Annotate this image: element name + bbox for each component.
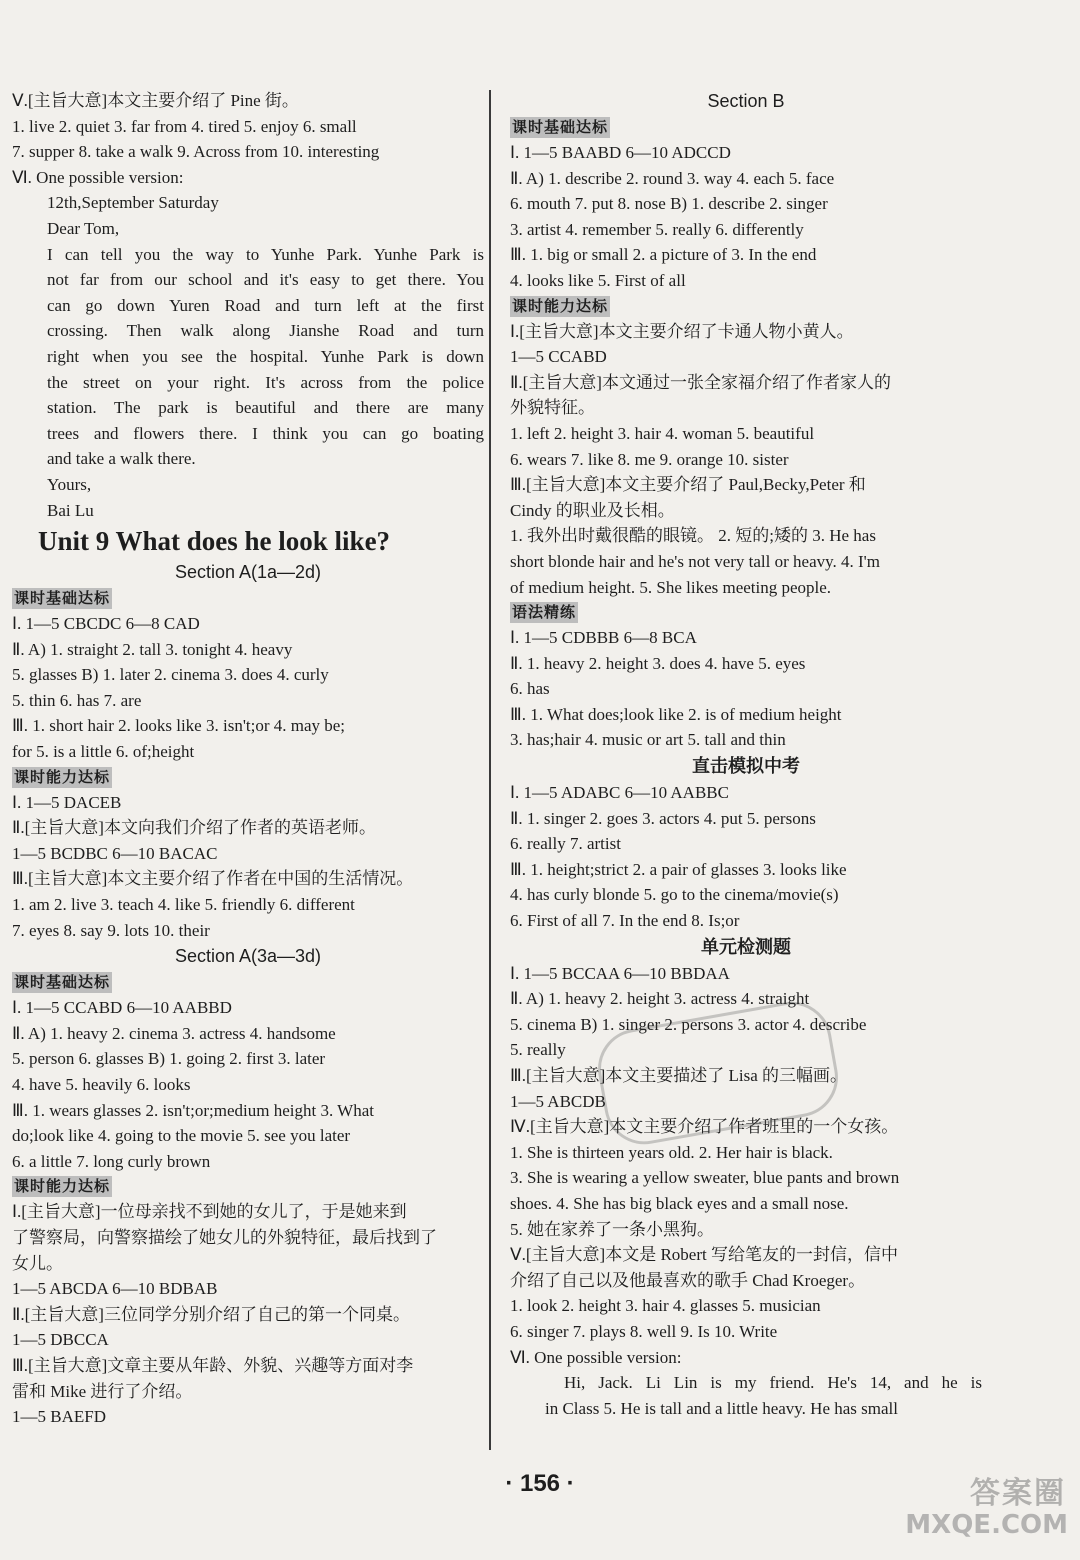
tag-row xyxy=(510,600,982,625)
answer-line: 6. mouth 7. put 8. nose B) 1. describe 2. singer xyxy=(510,194,828,214)
essay-line: crossing. Then walk along Jianshe Road and turn xyxy=(47,321,484,341)
answer-line: Ⅱ.[主旨大意]本文向我们介绍了作者的英语老师。 xyxy=(12,818,376,838)
answer-line: Ⅴ.[主旨大意]本文是 Robert 写给笔友的一封信，信中 xyxy=(510,1245,898,1265)
answer-line: 了警察局，向警察描绘了她女儿的外貌特征，最后找到了 xyxy=(12,1227,437,1247)
section-tag: 课时能力达标 xyxy=(14,1177,111,1196)
answer-line: 1—5 BCDBC 6—10 BACAC xyxy=(12,843,218,863)
answer-line: Ⅱ.[主旨大意]三位同学分别介绍了自己的第一个同桌。 xyxy=(12,1304,410,1324)
answer-line: Ⅲ.[主旨大意]本文主要描述了 Lisa 的三幅画。 xyxy=(510,1066,848,1085)
answer-line: 6. really 7. artist xyxy=(510,834,621,854)
answer-line: Ⅳ.[主旨大意]本文主要介绍了作者班里的一个女孩。 xyxy=(510,1117,899,1137)
essay-line: Hi, Jack. Li Lin is my friend. He's 14, and he is xyxy=(564,1373,982,1393)
tag-row xyxy=(12,586,484,611)
answer-line: Ⅵ. One possible version: xyxy=(12,167,184,187)
answer-line: shoes. 4. She has big black eyes and a small nose. xyxy=(510,1193,849,1213)
answer-line: 1. 我外出时戴很酷的眼镜。 2. 短的;矮的 3. He has xyxy=(510,526,876,546)
answer-line: Ⅱ. A) 1. heavy 2. cinema 3. actress 4. handsome xyxy=(12,1023,336,1043)
section-tag: 课时能力达标 xyxy=(14,767,111,786)
answer-line: 6. singer 7. plays 8. well 9. Is 10. Write xyxy=(510,1321,778,1341)
answer-line: Ⅰ. 1—5 CBCDC 6—8 CAD xyxy=(12,614,200,634)
essay-line: the street on your right. It's across from the police xyxy=(47,372,484,392)
section-tag: 课时基础达标 xyxy=(14,589,111,608)
answer-line: 1. look 2. height 3. hair 4. glasses 5. musician xyxy=(510,1296,821,1316)
answer-line: 7. eyes 8. say 9. lots 10. their xyxy=(12,920,210,940)
section-tag: 课时能力达标 xyxy=(512,296,609,315)
watermark-url: MXQE.COM xyxy=(905,1510,1068,1540)
answer-line: 1. am 2. live 3. teach 4. like 5. friendly 6. different xyxy=(12,895,355,915)
answer-line: Ⅲ.[主旨大意]本文主要介绍了作者在中国的生活情况。 xyxy=(12,869,414,889)
section-heading: 单元检测题 xyxy=(701,936,791,958)
answer-line: Ⅱ. A) 1. describe 2. round 3. way 4. each 5. face xyxy=(510,168,835,188)
answer-line: Ⅱ. 1. heavy 2. height 3. does 4. have 5. eyes xyxy=(510,653,806,673)
answer-line: 5. cinema B) 1. singer 2. persons 3. actor 4. describe xyxy=(510,1014,867,1034)
answer-line: Ⅵ. One possible version: xyxy=(510,1347,682,1367)
left-column xyxy=(12,88,484,1430)
answer-line: Ⅱ. 1. singer 2. goes 3. actors 4. put 5. persons xyxy=(510,808,816,828)
answer-line: 6. First of all 7. In the end 8. Is;or xyxy=(510,911,740,931)
section-heading: Section B xyxy=(707,91,785,111)
essay-line: Dear Tom, xyxy=(47,218,120,238)
answer-line: 1. left 2. height 3. hair 4. woman 5. beautiful xyxy=(510,423,815,443)
answer-line: 4. looks like 5. First of all xyxy=(510,270,686,290)
answer-line: Ⅰ. 1—5 CDBBB 6—8 BCA xyxy=(510,628,697,648)
answer-line: 1. She is thirteen years old. 2. Her hair is black. xyxy=(510,1142,833,1162)
answer-line: 6. has xyxy=(510,679,550,699)
right-column xyxy=(510,88,982,1421)
answer-line: Ⅲ. 1. big or small 2. a picture of 3. In the end xyxy=(510,245,817,265)
answer-line: 4. have 5. heavily 6. looks xyxy=(12,1075,191,1094)
answer-line: Ⅰ. 1—5 ADABC 6—10 AABBC xyxy=(510,783,729,803)
answer-line: Ⅱ. A) 1. straight 2. tall 3. tonight 4. heavy xyxy=(12,639,293,659)
essay-line: 12th,September Saturday xyxy=(47,193,219,213)
answer-line: 5. really xyxy=(510,1040,566,1060)
answer-line: Ⅲ. 1. What does;look like 2. is of medium height xyxy=(510,704,842,724)
column-divider xyxy=(489,90,491,1450)
unit-title: Unit 9 What does he look like? xyxy=(38,526,391,557)
essay-line: right when you see the hospital. Yunhe Park is down xyxy=(47,346,484,366)
answer-line: 4. has curly blonde 5. go to the cinema/movie(s) xyxy=(510,885,839,905)
answer-line: Ⅲ.[主旨大意]本文主要介绍了 Paul,Becky,Peter 和 xyxy=(510,475,866,495)
section-tag: 课时基础达标 xyxy=(512,118,609,136)
answer-line: Ⅲ. 1. height;strict 2. a pair of glasses 3. looks like xyxy=(510,859,847,879)
answer-line: 3. artist 4. remember 5. really 6. differently xyxy=(510,219,804,239)
tag-row xyxy=(510,294,982,319)
section-tag: 课时基础达标 xyxy=(14,973,111,992)
answer-line: 5. thin 6. has 7. are xyxy=(12,690,142,710)
answer-line: 1—5 CCABD xyxy=(510,347,607,367)
tag-row xyxy=(12,1174,484,1199)
answer-line: Ⅱ.[主旨大意]本文通过一张全家福介绍了作者家人的 xyxy=(510,372,891,392)
answer-line: 5. person 6. glasses B) 1. going 2. first 3. later xyxy=(12,1049,326,1069)
answer-line: 6. wears 7. like 8. me 9. orange 10. sister xyxy=(510,449,789,469)
answer-line: of medium height. 5. She likes meeting people. xyxy=(510,577,832,597)
answer-line: 5. glasses B) 1. later 2. cinema 3. does 4. curly xyxy=(12,665,329,685)
answer-line: Ⅰ. 1—5 BAABD 6—10 ADCCD xyxy=(510,143,731,162)
answer-line: do;look like 4. going to the movie 5. see you later xyxy=(12,1126,351,1146)
answer-line: 3. She is wearing a yellow sweater, blue pants and brown xyxy=(510,1168,900,1188)
answer-line: 1—5 ABCDA 6—10 BDBAB xyxy=(12,1279,218,1299)
answer-line: short blonde hair and he's not very tall or heavy. 4. I'm xyxy=(510,551,880,571)
answer-line: 1—5 ABCDB xyxy=(510,1091,606,1111)
tag-row xyxy=(510,115,982,140)
answer-line: 1—5 DBCCA xyxy=(12,1330,109,1350)
essay-line: trees and flowers there. I think you can go boating xyxy=(47,423,484,443)
answer-line: 3. has;hair 4. music or art 5. tall and thin xyxy=(510,730,786,750)
essay-line: Yours, xyxy=(47,474,92,494)
answer-line: 外貌特征。 xyxy=(510,398,595,418)
watermark-logo: 答案圈 xyxy=(970,1476,1066,1511)
answer-line: 7. supper 8. take a walk 9. Across from 10. interesting xyxy=(12,142,380,162)
answer-line: 雷和 Mike 进行了介绍。 xyxy=(12,1381,193,1401)
answer-line: Ⅲ. 1. short hair 2. looks like 3. isn't;or 4. may be; xyxy=(12,716,346,736)
answer-line: 1—5 BAEFD xyxy=(12,1407,106,1427)
section-heading: 直击模拟中考 xyxy=(692,756,800,778)
answer-line: for 5. is a little 6. of;height xyxy=(12,742,195,762)
essay-line: I can tell you the way to Yunhe Park. Yunhe Park is xyxy=(47,244,484,264)
essay-line: station. The park is beautiful and there are many xyxy=(47,398,484,418)
answer-line: Ⅰ. 1—5 DACEB xyxy=(12,792,122,812)
answer-line: 1. live 2. quiet 3. far from 4. tired 5. enjoy 6. small xyxy=(12,116,357,136)
section-heading: Section A(3a—3d) xyxy=(174,946,322,967)
answer-line: Cindy 的职业及长相。 xyxy=(510,500,675,520)
answer-line: Ⅰ.[主旨大意]一位母亲找不到她的女儿了，于是她来到 xyxy=(12,1202,407,1222)
essay-line: and take a walk there. xyxy=(47,449,196,469)
page-number: · 156 · xyxy=(505,1470,575,1497)
answer-line: Ⅴ.[主旨大意]本文主要介绍了 Pine 街。 xyxy=(12,91,299,110)
answer-line: 6. a little 7. long curly brown xyxy=(12,1151,211,1171)
section-heading: Section A(1a—2d) xyxy=(174,562,322,583)
answer-line: Ⅰ.[主旨大意]本文主要介绍了卡通人物小黄人。 xyxy=(510,321,854,341)
answer-line: Ⅰ. 1—5 BCCAA 6—10 BBDAA xyxy=(510,963,730,983)
tag-row xyxy=(12,765,484,790)
essay-line: can go down Yuren Road and turn left at the first xyxy=(47,295,484,315)
essay-line: not far from our school and it's easy to get there. You xyxy=(47,270,484,290)
answer-line: Ⅲ. 1. wears glasses 2. isn't;or;medium height 3. What xyxy=(12,1100,374,1120)
answer-line: 5. 她在家养了一条小黑狗。 xyxy=(510,1219,714,1239)
answer-line: Ⅰ. 1—5 CCABD 6—10 AABBD xyxy=(12,998,232,1018)
answer-line: Ⅱ. A) 1. heavy 2. height 3. actress 4. straight xyxy=(510,989,810,1009)
tag-row xyxy=(12,970,484,995)
answer-line: Ⅲ.[主旨大意]文章主要从年龄、外貌、兴趣等方面对李 xyxy=(12,1355,414,1375)
essay-line: in Class 5. He is tall and a little heavy. He has small xyxy=(545,1398,898,1418)
section-tag: 语法精练 xyxy=(512,603,577,622)
answer-line: 女儿。 xyxy=(12,1253,63,1273)
answer-line: 介绍了自己以及他最喜欢的歌手 Chad Kroeger。 xyxy=(510,1270,866,1290)
essay-line: Bai Lu xyxy=(47,500,94,520)
